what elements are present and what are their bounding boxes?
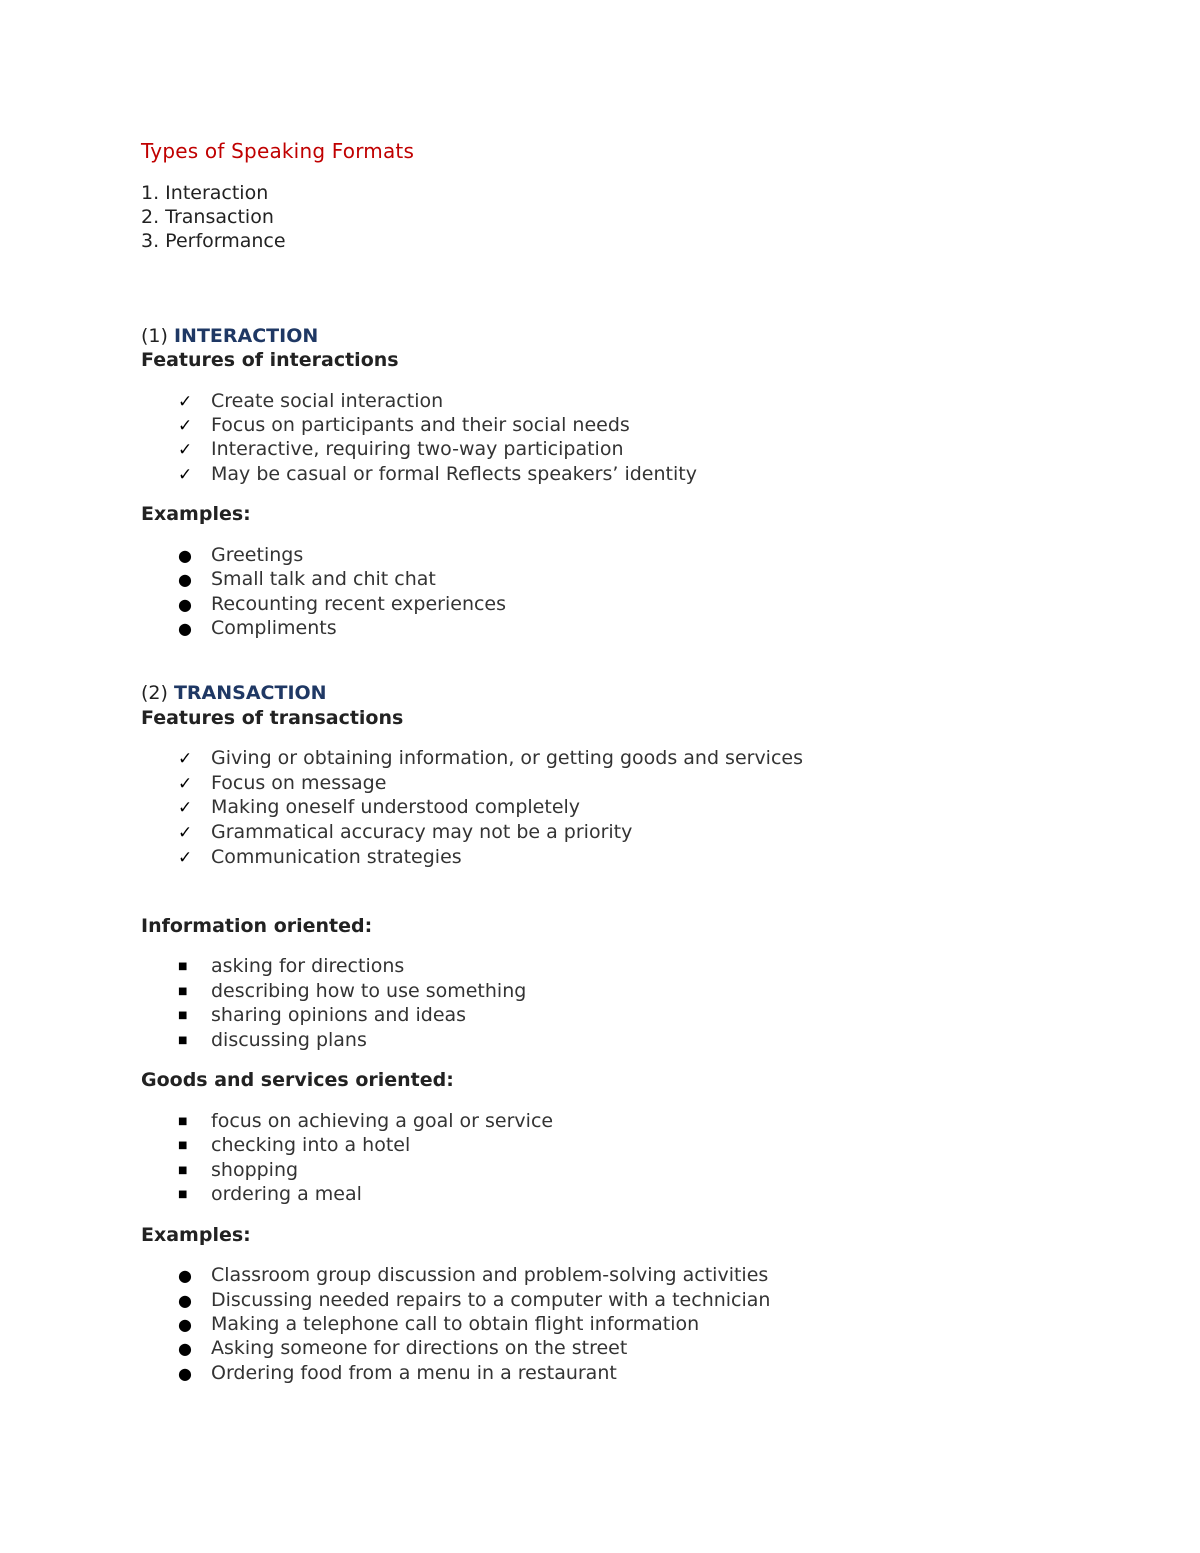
- example-item: [178, 1336, 627, 1361]
- square-bullet-icon: ■: [178, 1010, 188, 1021]
- square-bullet-icon: ■: [178, 961, 188, 972]
- bullet-icon: ●: [178, 570, 192, 589]
- feature-item: [178, 820, 632, 845]
- toc-item: 1. Interaction: [141, 182, 269, 204]
- section-number: (2): [141, 682, 168, 704]
- example-item: [178, 1263, 768, 1288]
- feature-text: Making oneself understood completely: [211, 796, 581, 818]
- goods-text: shopping: [211, 1159, 299, 1181]
- square-bullet-icon: ■: [178, 1116, 188, 1127]
- section-heading-transaction: [141, 681, 327, 705]
- bullet-icon: ●: [178, 619, 192, 638]
- features-heading: Features of transactions: [141, 707, 404, 729]
- example-item: [178, 1312, 699, 1337]
- check-icon: ✓: [178, 465, 193, 485]
- feature-text: Communication strategies: [211, 846, 462, 868]
- examples-heading: Examples:: [141, 1224, 251, 1246]
- example-text: Recounting recent experiences: [211, 593, 507, 615]
- square-bullet-icon: ■: [178, 1165, 188, 1176]
- feature-text: May be casual or formal Reflects speakers’ identity: [211, 463, 697, 485]
- goods-item: [178, 1133, 410, 1161]
- info-item: [178, 1003, 466, 1031]
- example-text: Asking someone for directions on the street: [211, 1337, 628, 1359]
- info-text: asking for directions: [211, 955, 405, 977]
- feature-item: [178, 746, 803, 771]
- goods-text: ordering a meal: [211, 1183, 362, 1205]
- square-bullet-icon: ■: [178, 986, 188, 997]
- goods-item: [178, 1182, 362, 1210]
- feature-item: [178, 437, 623, 462]
- example-text: Classroom group discussion and problem-solving activities: [211, 1264, 769, 1286]
- square-bullet-icon: ■: [178, 1189, 188, 1200]
- info-oriented-heading: Information oriented:: [141, 915, 373, 937]
- feature-text: Create social interaction: [211, 390, 444, 412]
- feature-item: [178, 413, 630, 438]
- section-heading-interaction: [141, 324, 318, 348]
- example-text: Making a telephone call to obtain flight information: [211, 1313, 700, 1335]
- feature-text: Focus on participants and their social needs: [211, 414, 630, 436]
- check-icon: ✓: [178, 392, 193, 412]
- check-icon: ✓: [178, 749, 193, 769]
- bullet-icon: ●: [178, 1266, 192, 1285]
- feature-text: Grammatical accuracy may not be a priority: [211, 821, 633, 843]
- info-item: [178, 1028, 367, 1056]
- bullet-icon: ●: [178, 546, 192, 565]
- toc-item: 2. Transaction: [141, 206, 274, 228]
- info-item: [178, 954, 404, 982]
- info-text: describing how to use something: [211, 980, 527, 1002]
- example-item: [178, 1288, 770, 1313]
- section-number: (1): [141, 325, 168, 347]
- example-text: Discussing needed repairs to a computer with a technician: [211, 1289, 771, 1311]
- examples-heading: Examples:: [141, 503, 251, 525]
- example-item: [178, 543, 303, 568]
- features-heading: Features of interactions: [141, 349, 399, 371]
- bullet-icon: ●: [178, 1364, 192, 1383]
- info-text: sharing opinions and ideas: [211, 1004, 467, 1026]
- feature-item: [178, 462, 697, 487]
- info-text: discussing plans: [211, 1029, 367, 1051]
- document-title: Types of Speaking Formats: [141, 139, 415, 163]
- goods-text: focus on achieving a goal or service: [211, 1110, 554, 1132]
- bullet-icon: ●: [178, 1291, 192, 1310]
- feature-item: [178, 771, 386, 796]
- toc-item: 3. Performance: [141, 230, 286, 252]
- feature-item: [178, 845, 462, 870]
- example-item: [178, 592, 506, 617]
- feature-text: Focus on message: [211, 772, 387, 794]
- check-icon: ✓: [178, 798, 193, 818]
- square-bullet-icon: ■: [178, 1035, 188, 1046]
- example-text: Small talk and chit chat: [211, 568, 436, 590]
- bullet-icon: ●: [178, 1339, 192, 1358]
- check-icon: ✓: [178, 823, 193, 843]
- bullet-icon: ●: [178, 1315, 192, 1334]
- goods-oriented-heading: Goods and services oriented:: [141, 1069, 454, 1091]
- feature-item: [178, 795, 580, 820]
- example-item: [178, 616, 337, 641]
- section-name: INTERACTION: [173, 325, 319, 347]
- example-text: Compliments: [211, 617, 337, 639]
- feature-text: Giving or obtaining information, or getting goods and services: [211, 747, 803, 769]
- example-text: Ordering food from a menu in a restaurant: [211, 1362, 617, 1384]
- goods-text: checking into a hotel: [211, 1134, 411, 1156]
- square-bullet-icon: ■: [178, 1140, 188, 1151]
- bullet-icon: ●: [178, 595, 192, 614]
- feature-text: Interactive, requiring two-way participation: [211, 438, 624, 460]
- check-icon: ✓: [178, 440, 193, 460]
- example-item: [178, 1361, 617, 1386]
- example-item: [178, 567, 436, 592]
- check-icon: ✓: [178, 848, 193, 868]
- section-name: TRANSACTION: [173, 682, 327, 704]
- check-icon: ✓: [178, 774, 193, 794]
- check-icon: ✓: [178, 416, 193, 436]
- example-text: Greetings: [211, 544, 304, 566]
- feature-item: [178, 389, 443, 414]
